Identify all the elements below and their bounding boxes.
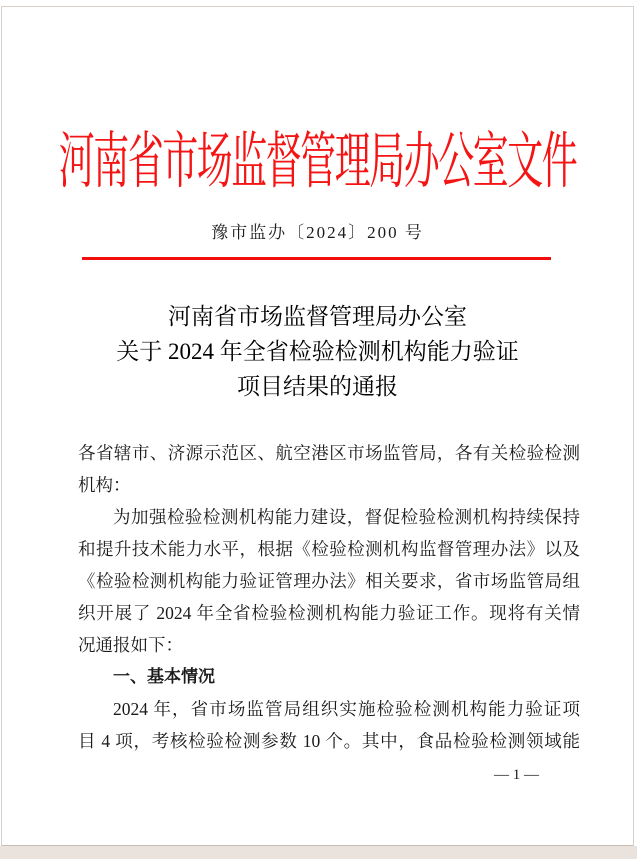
document-body: [78, 437, 580, 757]
section-heading: 一、基本情况: [113, 667, 215, 686]
document-title-line: 关于 2024 年全省检验检测机构能力验证: [116, 339, 519, 364]
red-divider-line: [82, 257, 551, 260]
body-line: 织开展了 2024 年全省检验检测机构能力验证工作。现将有关情: [78, 603, 580, 623]
body-line: 况通报如下：: [78, 635, 183, 655]
document-number: 豫市监办〔2024〕200 号: [211, 223, 424, 242]
body-line: 目 4 项，考核检验检测参数 10 个。其中，食品检验检测领域能: [78, 731, 580, 751]
body-line: 和提升技术能力水平，根据《检验检测机构监督管理办法》以及: [78, 539, 580, 559]
page-number: — 1 —: [494, 767, 539, 783]
body-line: 各省辖市、济源示范区、航空港区市场监管局，各有关检验检测: [78, 443, 580, 463]
document-title-line: 河南省市场监督管理局办公室: [168, 304, 467, 329]
document-page: [1, 6, 634, 847]
red-letterhead-text: 河南省市场监督管理局办公室文件: [58, 127, 577, 196]
page-bottom-strip: [0, 846, 637, 859]
body-line: 机构：: [78, 475, 131, 495]
document-title-line: 项目结果的通报: [237, 374, 398, 399]
red-letterhead-title: [2, 127, 633, 196]
body-line: 《检验检测机构能力验证管理办法》相关要求，省市场监管局组: [78, 571, 580, 591]
document-title: [2, 299, 633, 404]
body-line: 2024 年，省市场监管局组织实施检验检测机构能力验证项: [113, 699, 580, 719]
body-line: 为加强检验检测机构能力建设，督促检验检测机构持续保持: [113, 507, 580, 527]
